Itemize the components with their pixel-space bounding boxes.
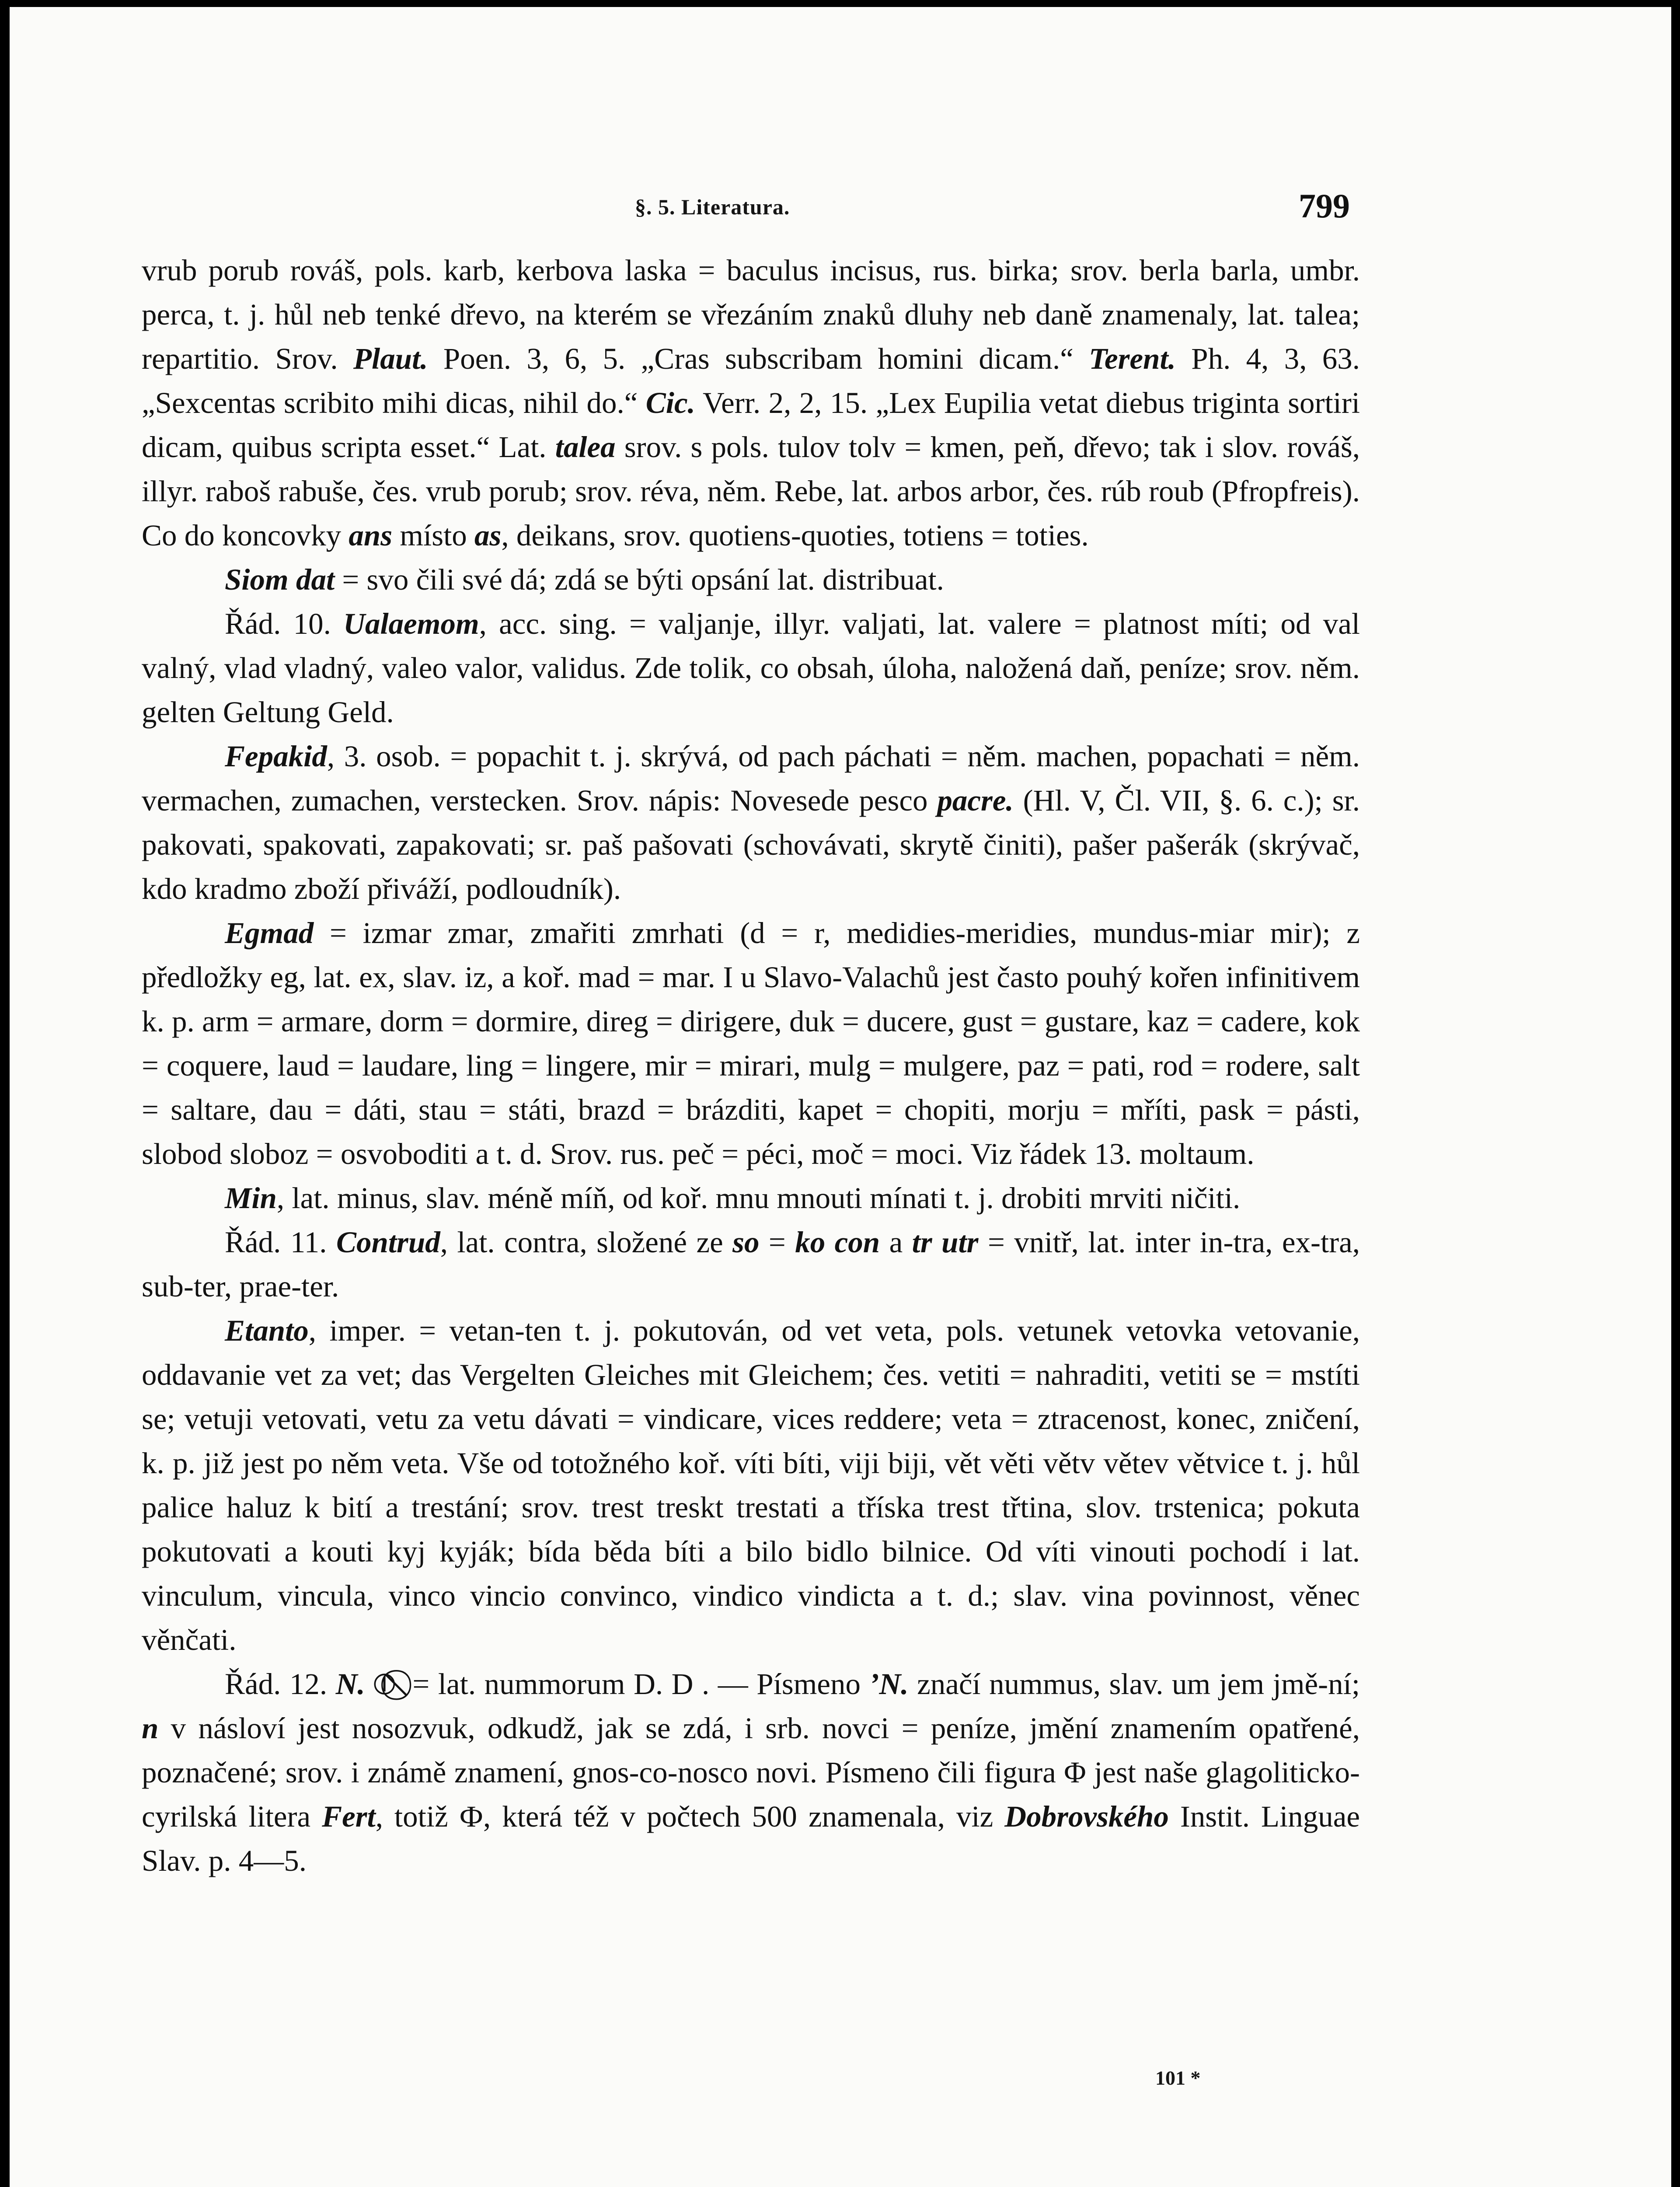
text-run: , lat. contra, složené ze bbox=[440, 1226, 733, 1259]
paragraph bbox=[142, 248, 1360, 558]
paragraph bbox=[142, 602, 1360, 734]
emphasis-term: N. bbox=[335, 1667, 365, 1701]
emphasis-term: ʼN. bbox=[869, 1667, 909, 1701]
emphasis-term: n bbox=[142, 1712, 159, 1745]
text-run: = izmar zmar, zmařiti zmrhati (d = r, medidies-meridies, mundus-miar mir); z předložky eg, lat. ex, slav. iz, a koř. mad = mar. I u Slavo-Valachů jest často pouhý kořen infinitivem k. p. arm = armare, dorm = dormire, direg = dirigere, duk = ducere, gust = gustare, kaz = cadere, kok = coquere, laud = laudare, ling = lingere, mir = mirari, mulg = mulgere, paz = pati, rod = rodere, salt = saltare, dau = dáti, stau = státi, brazd = brázditi, kapet = chopiti, morju = mříti, pask = pásti, slobod sloboz = osvoboditi a t. d. Srov. rus. peč = péci, moč = moci. Viz řádek 13. moltaum. bbox=[142, 916, 1360, 1170]
text-run: a bbox=[880, 1226, 912, 1259]
text-run: = vnitř, lat. inter in-tra, ex-tra, sub-ter, prae-ter. bbox=[142, 1226, 1360, 1303]
paragraph bbox=[142, 1220, 1360, 1309]
running-head: §. 5. Literatura. bbox=[635, 195, 790, 219]
paragraph bbox=[142, 734, 1360, 911]
text-run: , totiž Ф, která též v počtech 500 znamenala, viz bbox=[375, 1800, 1005, 1833]
text-run: , imper. = vetan-ten t. j. pokutován, od vet veta, pols. vetunek vetovka vetovanie, oddavanie vet za vet; das Vergelten Gleiches mit Gleichem; čes. vetiti = nahraditi, vetiti se = mstíti se; vetuji vetovati, vetu za vetu dávati = vindicare, vices reddere; veta = ztracenost, konec, zničení, k. p. již jest po něm veta. Vše od totožného koř. víti bíti, viji biji, vět věti větv větev větvice t. j. hůl palice haluz k bití a trestání; srov. trest treskt trestati a tříska trest třtina, slov. trstenica; pokuta pokutovati a kouti kyj kyják; bída běda bíti a bilo bidlo bilnice. Od víti vinouti pochodí i lat. vinculum, vincula, vinco vincio convinco, vindico vindicta a t. d.; slav. vina povinnost, věnec věnčati. bbox=[142, 1314, 1360, 1656]
emphasis-term: ans bbox=[349, 519, 393, 552]
text-run: Poen. 3, 6, 5. „Cras subscribam homini dicam.“ bbox=[428, 342, 1089, 375]
paragraph bbox=[142, 1309, 1360, 1662]
text-run: Řád. 12. bbox=[225, 1667, 336, 1701]
paragraph bbox=[142, 1662, 1360, 1883]
emphasis-term: as bbox=[474, 519, 502, 552]
text-run: srov. s pols. tulov tolv = kmen, peň, dřevo; tak i slov. rováš, illyr. raboš rabuše, čes. vrub porub; srov. réva, něm. Rebe, lat. arbos arbor, čes. rúb roub (Pfropfreis). Co do koncovky bbox=[142, 430, 1360, 552]
emphasis-term: Terent. bbox=[1089, 342, 1176, 375]
book-page bbox=[10, 7, 1671, 2187]
text-run: vrub porub rováš, pols. karb, kerbova laska = baculus incisus, rus. birka; srov. berla barla, umbr. perca, t. j. hůl neb tenké dřevo, na kterém se vřezáním znaků dluhy neb daně znamenaly, lat. talea; repartitio. Srov. bbox=[142, 254, 1360, 375]
emphasis-term: Dobrovského bbox=[1004, 1800, 1169, 1833]
text-run: Verr. 2, 2, 15. „Lex Eupilia vetat diebus triginta sortiri dicam, quibus scripta esset.“ Lat. bbox=[142, 386, 1360, 464]
text-run: značí nummus, slav. um jem jmě-ní; bbox=[908, 1667, 1360, 1701]
text-run: , lat. minus, slav. méně míň, od koř. mnu mnouti mínati t. j. drobiti mrviti ničiti. bbox=[276, 1181, 1241, 1215]
signature-mark: 101 * bbox=[1155, 2067, 1201, 2089]
page-number: 799 bbox=[1299, 187, 1350, 225]
text-run: , deikans, srov. quotiens-quoties, totiens = toties. bbox=[501, 519, 1089, 552]
emphasis-term: Ualaemom bbox=[343, 607, 479, 640]
paragraph bbox=[142, 558, 1360, 602]
text-run: Řád. 11. bbox=[225, 1226, 336, 1259]
text-run: v násloví jest nosozvuk, odkudž, jak se zdá, i srb. novci = peníze, jmění znamením opatřené, poznačené; srov. i známě znamení, gnos-co-nosco novi. Písmeno čili figura Φ jest naše glagoliticko-cyrilská litera bbox=[142, 1712, 1360, 1833]
emphasis-term: pacre. bbox=[937, 784, 1014, 817]
body-text bbox=[142, 248, 1360, 1883]
paragraph bbox=[142, 911, 1360, 1176]
text-run: ⦶ ⃠ = lat. nummorum D. D . — Písmeno bbox=[365, 1667, 869, 1701]
emphasis-term: Fepakid bbox=[225, 740, 327, 773]
text-run: = bbox=[759, 1226, 795, 1259]
paragraph bbox=[142, 1176, 1360, 1220]
emphasis-term: tr utr bbox=[912, 1226, 979, 1259]
emphasis-term: talea bbox=[555, 430, 616, 464]
emphasis-term: so bbox=[732, 1226, 760, 1259]
text-run: Ph. 4, 3, 63. „Sexcentas scribito mihi dicas, nihil do.“ bbox=[142, 342, 1360, 419]
emphasis-term: Min bbox=[225, 1181, 277, 1215]
emphasis-term: Siom dat bbox=[225, 563, 335, 596]
text-run: Instit. Linguae Slav. p. 4—5. bbox=[142, 1800, 1360, 1877]
emphasis-term: Egmad bbox=[225, 916, 314, 950]
emphasis-term: Fert bbox=[322, 1800, 376, 1833]
text-run: = svo čili své dá; zdá se býti opsání lat. distribuat. bbox=[335, 563, 944, 596]
emphasis-term: Cic. bbox=[645, 386, 695, 419]
emphasis-term: Plaut. bbox=[353, 342, 428, 375]
text-run: , acc. sing. = valjanje, illyr. valjati, lat. valere = platnost míti; od val valný, vlad vladný, valeo valor, validus. Zde tolik, co obsah, úloha, naložená daň, peníze; srov. něm. gelten Geltung Geld. bbox=[142, 607, 1360, 729]
text-run: Řád. 10. bbox=[225, 607, 344, 640]
text-run: místo bbox=[392, 519, 475, 552]
emphasis-term: ko con bbox=[795, 1226, 880, 1259]
emphasis-term: Etanto bbox=[225, 1314, 309, 1347]
text-run: , 3. osob. = popachit t. j. skrývá, od pach páchati = něm. machen, popachati = něm. vermachen, zumachen, verstecken. Srov. nápis: Novesede pesco bbox=[142, 740, 1360, 817]
emphasis-term: Contrud bbox=[336, 1226, 440, 1259]
text-run: (Hl. V, Čl. VII, §. 6. c.); sr. pakovati, spakovati, zapakovati; sr. paš pašovati (schovávati, skrytě činiti), pašer pašerák (skrývač, kdo kradmo zboží přiváží, podloudník). bbox=[142, 784, 1360, 905]
page-header bbox=[10, 181, 1671, 229]
